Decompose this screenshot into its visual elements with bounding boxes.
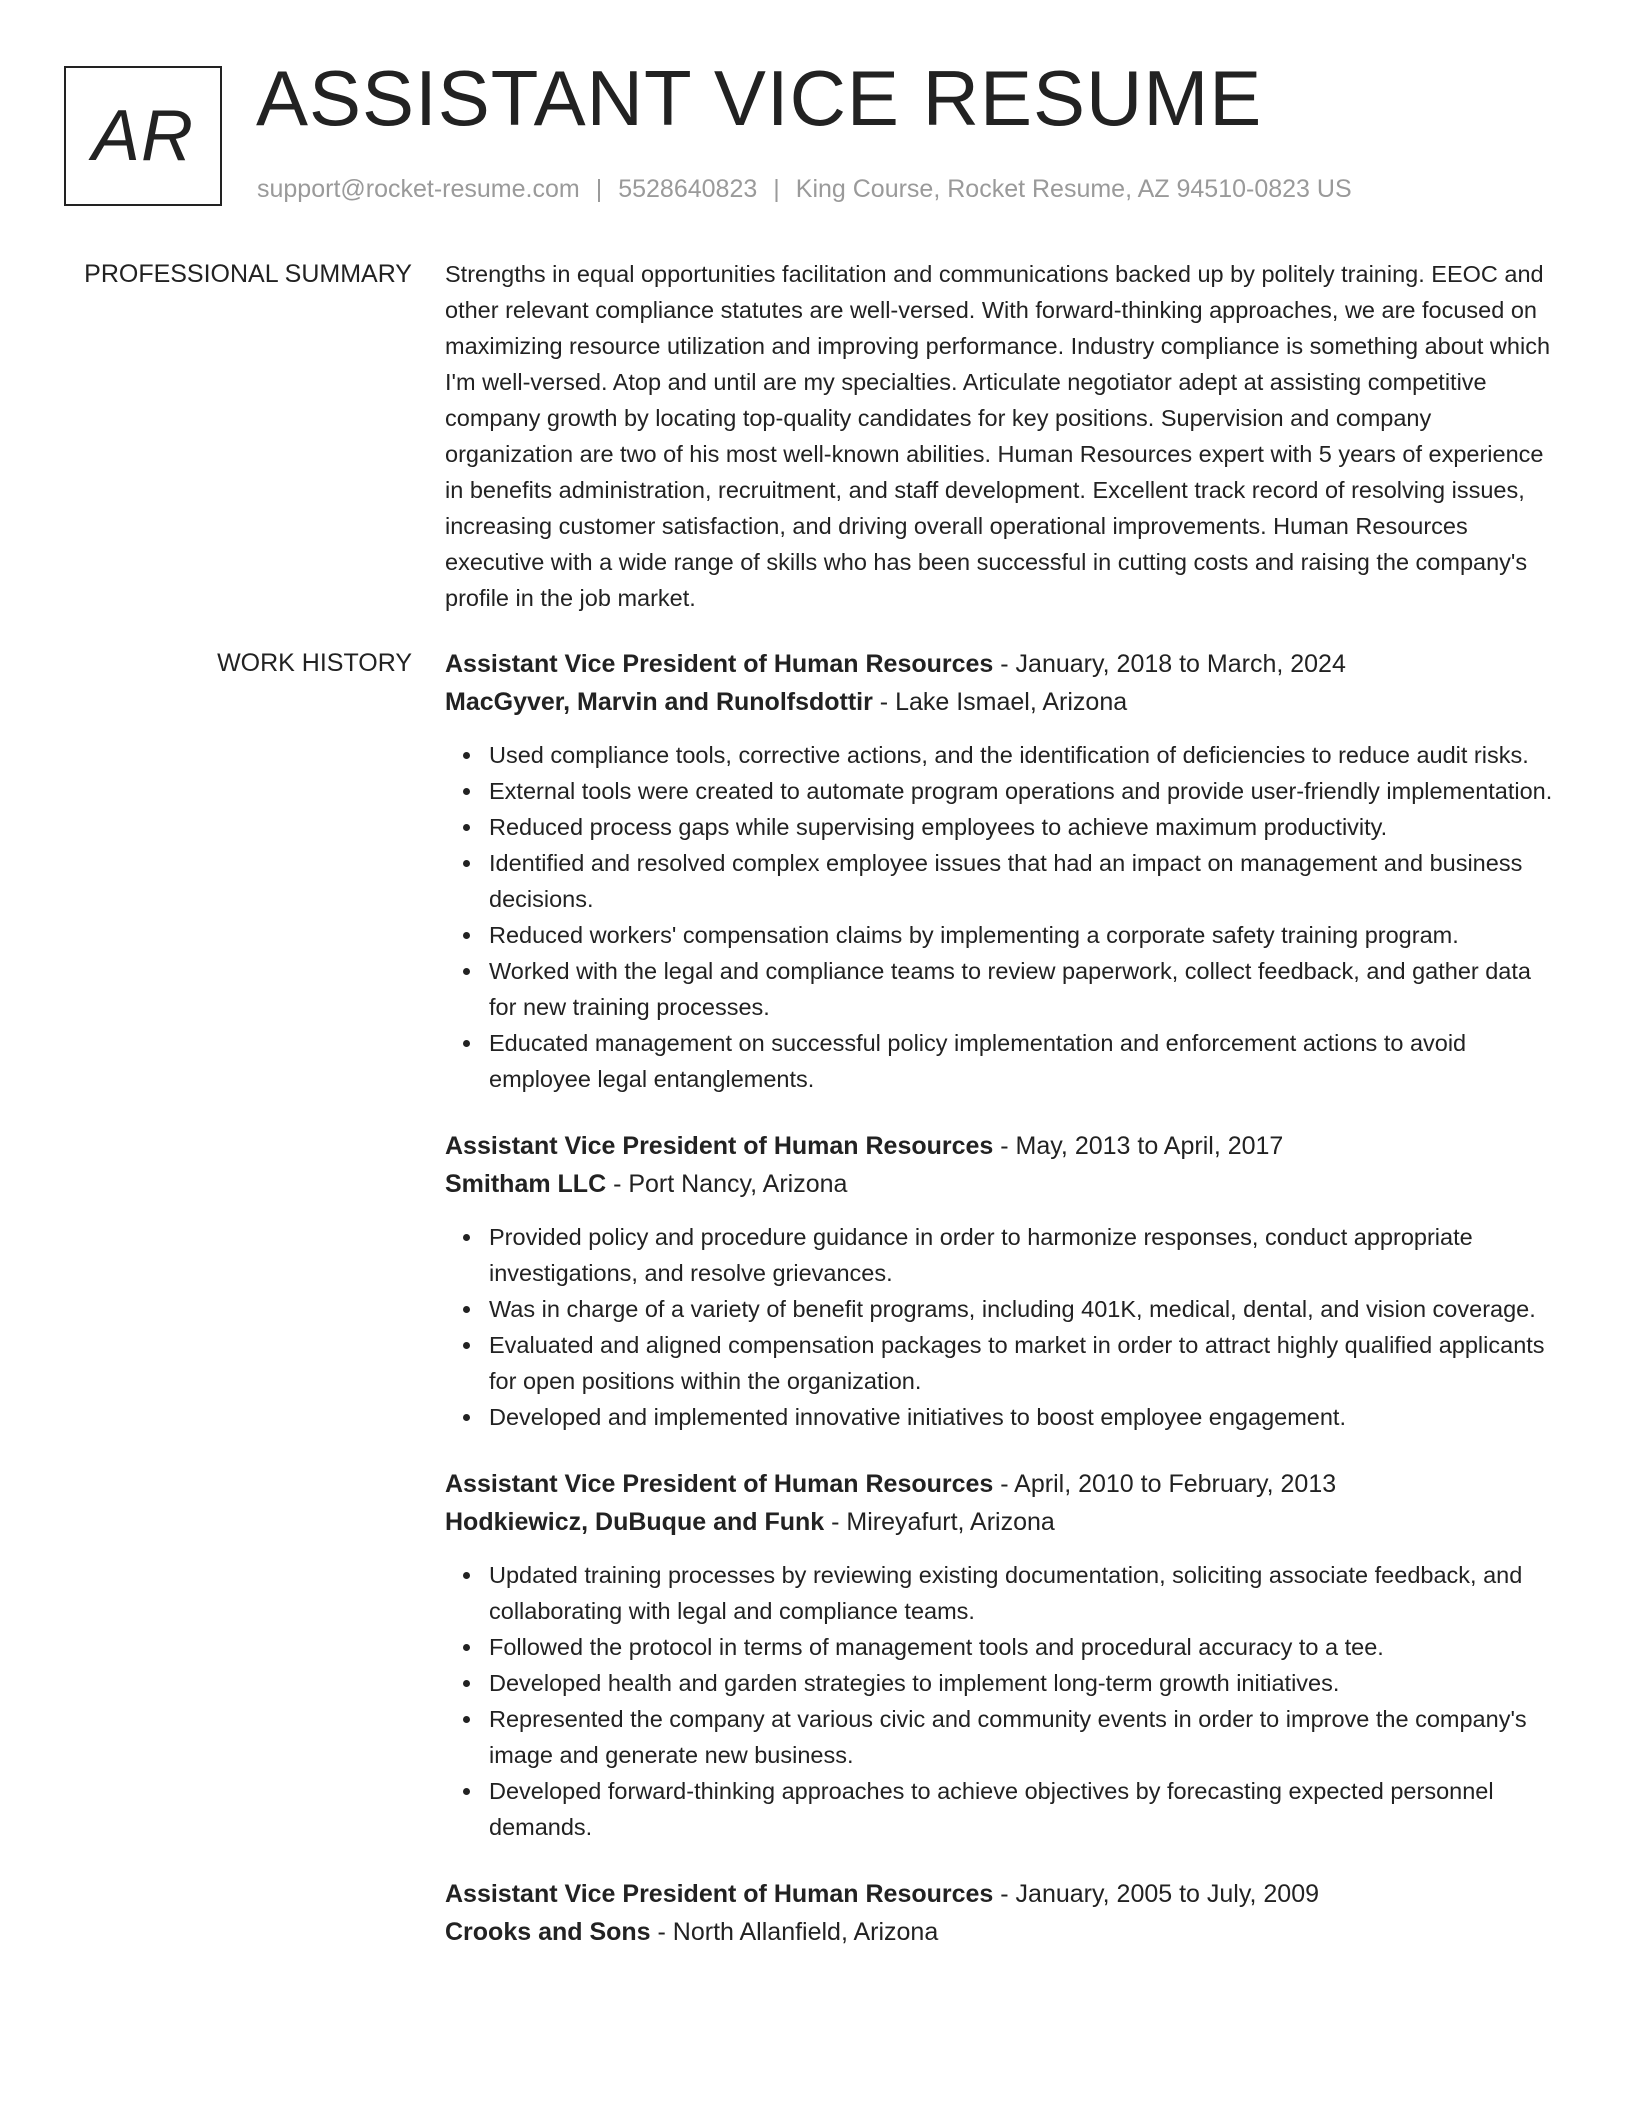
job-location: - North Allanfield, Arizona — [650, 1918, 939, 1946]
job-bullet: Worked with the legal and compliance teams to review paperwork, collect feedback, and gather data for new training processes. — [445, 953, 1560, 1025]
job-company-line — [445, 1913, 1560, 1951]
job-bullet: Identified and resolved complex employee issues that had an impact on management and business decisions. — [445, 845, 1560, 917]
job-location: - Port Nancy, Arizona — [606, 1170, 848, 1198]
job-bullet: External tools were created to automate program operations and provide user-friendly implementation. — [445, 773, 1560, 809]
contact-email[interactable]: support@rocket-resume.com — [257, 175, 580, 203]
job-title-line — [445, 1465, 1560, 1503]
job-bullet: Developed and implemented innovative initiatives to boost employee engagement. — [445, 1399, 1560, 1435]
summary-text: Strengths in equal opportunities facilitation and communications backed up by politely training. EEOC and other relevant compliance statutes are well-versed. With forward-thinking approaches, we are focused on maximizing resource utilization and improving performance. Industry compliance is something about which I'm well-versed. Atop and until are my specialties. Articulate negotiator adept at assisting competitive company growth by locating top-quality candidates for key positions. Supervision and company organization are two of his most well-known abilities. Human Resources expert with 5 years of experience in benefits administration, recruitment, and staff development. Excellent track record of resolving issues, increasing customer satisfaction, and driving overall operational improvements. Human Resources executive with a wide range of skills who has been successful in cutting costs and raising the company's profile in the job market. — [445, 261, 1551, 611]
job-company: Crooks and Sons — [445, 1918, 651, 1946]
job-title: Assistant Vice President of Human Resources — [445, 1880, 994, 1908]
job-bullet: Developed forward-thinking approaches to achieve objectives by forecasting expected personnel demands. — [445, 1773, 1560, 1845]
job-bullet: Reduced workers' compensation claims by implementing a corporate safety training program. — [445, 917, 1560, 953]
section-label-work-history: WORK HISTORY — [217, 649, 412, 677]
contact-address: King Course, Rocket Resume, AZ 94510-0823 US — [795, 175, 1352, 203]
job-location: - Mireyafurt, Arizona — [824, 1508, 1055, 1536]
job-bullet: Was in charge of a variety of benefit programs, including 401K, medical, dental, and vision coverage. — [445, 1291, 1560, 1327]
job-title: Assistant Vice President of Human Resources — [445, 650, 994, 678]
job-bullet: Provided policy and procedure guidance in order to harmonize responses, conduct appropriate investigations, and resolve grievances. — [445, 1219, 1560, 1291]
job-dates: - April, 2010 to February, 2013 — [993, 1470, 1337, 1498]
contact-separator: | — [595, 175, 603, 203]
section-label-summary: PROFESSIONAL SUMMARY — [84, 260, 412, 288]
job-bullet-list — [445, 737, 1560, 1097]
job-dates: - May, 2013 to April, 2017 — [993, 1132, 1284, 1160]
job-bullet: Evaluated and aligned compensation packages to market in order to attract highly qualified applicants for open positions within the organization. — [445, 1327, 1560, 1399]
job-bullet: Reduced process gaps while supervising employees to achieve maximum productivity. — [445, 809, 1560, 845]
job-entry — [445, 1127, 1560, 1435]
job-dates: - January, 2018 to March, 2024 — [993, 650, 1346, 678]
contact-phone[interactable]: 5528640823 — [618, 175, 758, 203]
monogram-logo: AR — [64, 66, 222, 206]
job-bullet: Developed health and garden strategies to implement long-term growth initiatives. — [445, 1665, 1560, 1701]
job-title-line — [445, 645, 1560, 683]
job-entry — [445, 1875, 1560, 1951]
job-title-line — [445, 1127, 1560, 1165]
contact-separator: | — [773, 175, 780, 203]
job-bullet: Educated management on successful policy implementation and enforcement actions to avoid employee legal entanglements. — [445, 1025, 1560, 1097]
job-entry — [445, 645, 1560, 1097]
job-bullet-list — [445, 1219, 1560, 1435]
job-title: Assistant Vice President of Human Resources — [445, 1132, 994, 1160]
job-bullet: Followed the protocol in terms of management tools and procedural accuracy to a tee. — [445, 1629, 1560, 1665]
summary-body — [445, 256, 1560, 616]
job-entry — [445, 1465, 1560, 1845]
job-bullet: Represented the company at various civic and community events in order to improve the company's image and generate new business. — [445, 1701, 1560, 1773]
work-history-body — [445, 645, 1560, 1981]
job-dates: - January, 2005 to July, 2009 — [993, 1880, 1320, 1908]
job-company: Smitham LLC — [445, 1170, 607, 1198]
job-company: MacGyver, Marvin and Runolfsdottir — [445, 688, 873, 716]
resume-name: ASSISTANT VICE RESUME — [256, 54, 1263, 142]
contact-line — [257, 174, 1352, 204]
job-company-line — [445, 1165, 1560, 1203]
job-bullet: Used compliance tools, corrective actions, and the identification of deficiencies to reduce audit risks. — [445, 737, 1560, 773]
job-location: - Lake Ismael, Arizona — [872, 688, 1128, 716]
job-title-line — [445, 1875, 1560, 1913]
job-bullet-list — [445, 1557, 1560, 1845]
job-company: Hodkiewicz, DuBuque and Funk — [445, 1508, 825, 1536]
job-company-line — [445, 683, 1560, 721]
job-company-line — [445, 1503, 1560, 1541]
job-title: Assistant Vice President of Human Resources — [445, 1470, 994, 1498]
job-bullet: Updated training processes by reviewing existing documentation, soliciting associate feedback, and collaborating with legal and compliance teams. — [445, 1557, 1560, 1629]
